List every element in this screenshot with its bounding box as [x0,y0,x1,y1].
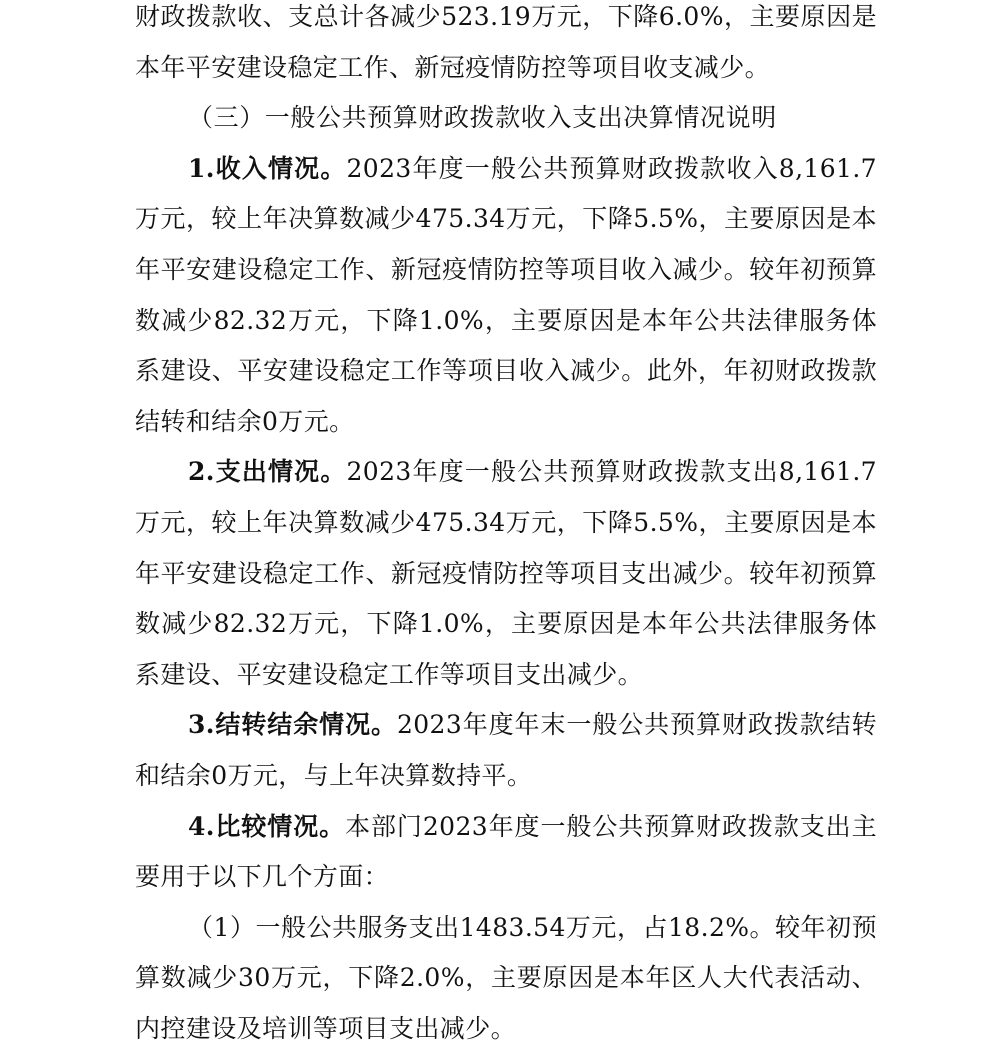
paragraph-text: 本部门2023年度一般公共预算财政拨款支出主要用于以下几个方面： [135,811,877,892]
paragraph-carryover [135,700,877,801]
paragraph-lead: 3.结转结余情况。 [188,710,397,740]
paragraph-text: 2023年度一般公共预算财政拨款收入8,161.7万元，较上年决算数减少475.34万元，下降5.5%，主要原因是本年平安建设稳定工作、新冠疫情防控等项目收入减少。较年初预算数减少82.32万元，下降1.0%，主要原因是本年公共法律服务体系建设、平安建设稳定工作等项目收入减少。此外，年初财政拨款结转和结余0万元。 [135,153,877,436]
paragraph-text: （1）一般公共服务支出1483.54万元，占18.2%。较年初预算数减少30万元，下降2.0%，主要原因是本年区人大代表活动、内控建设及培训等项目支出减少。 [135,912,877,1043]
paragraph-lead: 2.支出情况。 [188,457,347,487]
paragraph-summary-continued [135,0,877,93]
paragraph-item-general-services [135,903,877,1043]
paragraph-text: 2023年度一般公共预算财政拨款支出8,161.7万元，较上年决算数减少475.34万元，下降5.5%，主要原因是本年平安建设稳定工作、新冠疫情防控等项目支出减少。较年初预算数减少82.32万元，下降1.0%，主要原因是本年公共法律服务体系建设、平安建设稳定工作等项目支出减少。 [135,457,877,689]
section-heading-general-budget [135,93,877,144]
paragraph-comparison [135,802,877,903]
paragraph-text: 财政拨款收、支总计各减少523.19万元，下降6.0%，主要原因是本年平安建设稳定工作、新冠疫情防控等项目收支减少。 [135,2,877,82]
paragraph-income [135,144,877,448]
paragraph-text: 2023年度年末一般公共预算财政拨款结转和结余0万元，与上年决算数持平。 [135,710,877,790]
document-page [135,0,877,1043]
paragraph-expense [135,447,877,700]
document-body [135,0,877,1043]
section-heading-text: （三）一般公共预算财政拨款收入支出决算情况说明 [188,103,777,133]
paragraph-lead: 4.比较情况。 [188,811,346,841]
paragraph-lead: 1.收入情况。 [188,153,347,183]
